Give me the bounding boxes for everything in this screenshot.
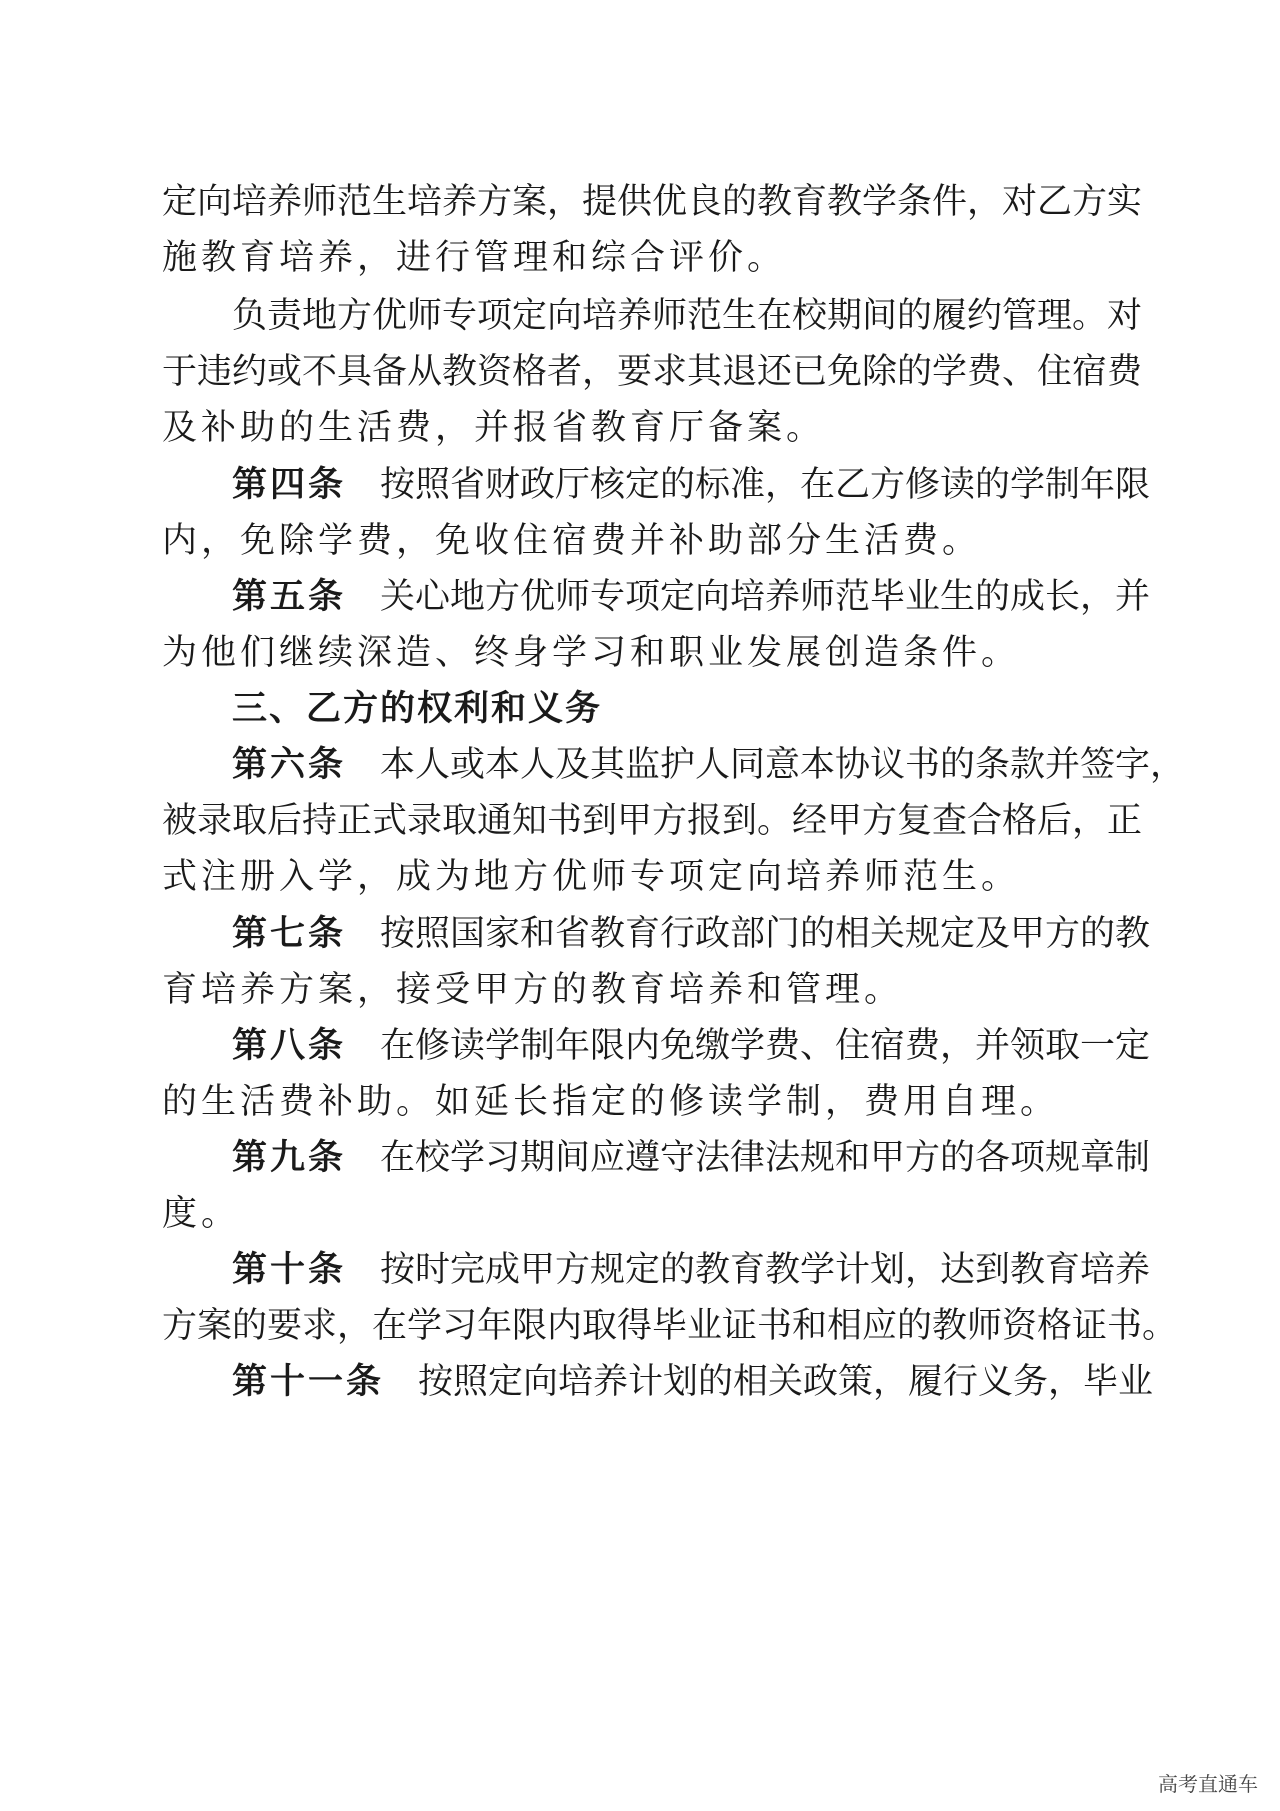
article-9-line [232, 1134, 1151, 1182]
article-10-line [232, 1246, 1151, 1294]
article-number: 第九条 [232, 1138, 347, 1178]
article-number: 第五条 [232, 577, 347, 617]
article-6-line [232, 741, 1186, 789]
article-number: 第六条 [232, 745, 347, 785]
article-5-line [232, 573, 1151, 621]
article-text: 按照省财政厅核定的标准，在乙方修读的学制年限 [380, 465, 1151, 505]
article-text: 关心地方优师专项定向培养师范毕业生的成长，并 [380, 577, 1151, 617]
article-text: 本人或本人及其监护人同意本协议书的条款并签字， [380, 745, 1186, 785]
body-line: 方案的要求，在学习年限内取得毕业证书和相应的教师资格证书。 [162, 1306, 1178, 1346]
article-text: 按时完成甲方规定的教育教学计划，达到教育培养 [380, 1250, 1151, 1290]
paragraph-line: 负责地方优师专项定向培养师范生在校期间的履约管理。对 [232, 296, 1143, 336]
body-line: 为他们继续深造、终身学习和职业发展创造条件。 [162, 633, 1021, 673]
body-line: 于违约或不具备从教资格者，要求其退还已免除的学费、住宿费 [162, 352, 1143, 392]
body-line: 式注册入学，成为地方优师专项定向培养师范生。 [162, 857, 1021, 897]
body-line: 的生活费补助。如延长指定的修读学制，费用自理。 [162, 1082, 1060, 1122]
article-number: 第四条 [232, 465, 347, 505]
article-number: 第十条 [232, 1250, 347, 1290]
body-line: 度。 [162, 1194, 241, 1234]
article-4-line [232, 461, 1151, 509]
body-line: 施教育培养，进行管理和综合评价。 [162, 238, 787, 278]
article-number: 第七条 [232, 914, 347, 954]
article-text: 按照定向培养计划的相关政策，履行义务，毕业 [418, 1362, 1154, 1402]
article-number: 第八条 [232, 1026, 347, 1066]
body-line: 内，免除学费，免收住宿费并补助部分生活费。 [162, 521, 982, 561]
article-text: 在校学习期间应遵守法律法规和甲方的各项规章制 [380, 1138, 1151, 1178]
body-line: 被录取后持正式录取通知书到甲方报到。经甲方复查合格后，正 [162, 801, 1143, 841]
article-text: 按照国家和省教育行政部门的相关规定及甲方的教 [380, 914, 1151, 954]
article-number: 第十一条 [232, 1362, 385, 1402]
section-heading: 三、乙方的权利和义务 [232, 689, 603, 729]
article-text: 在修读学制年限内免缴学费、住宿费，并领取一定 [380, 1026, 1151, 1066]
body-line: 及补助的生活费，并报省教育厅备案。 [162, 408, 826, 448]
article-8-line [232, 1022, 1151, 1070]
body-line: 育培养方案，接受甲方的教育培养和管理。 [162, 970, 904, 1010]
article-7-line [232, 910, 1151, 958]
body-line: 定向培养师范生培养方案，提供优良的教育教学条件，对乙方实 [162, 182, 1143, 222]
article-11-line [232, 1358, 1154, 1406]
watermark-label: 高考直通车 [1154, 1766, 1262, 1799]
